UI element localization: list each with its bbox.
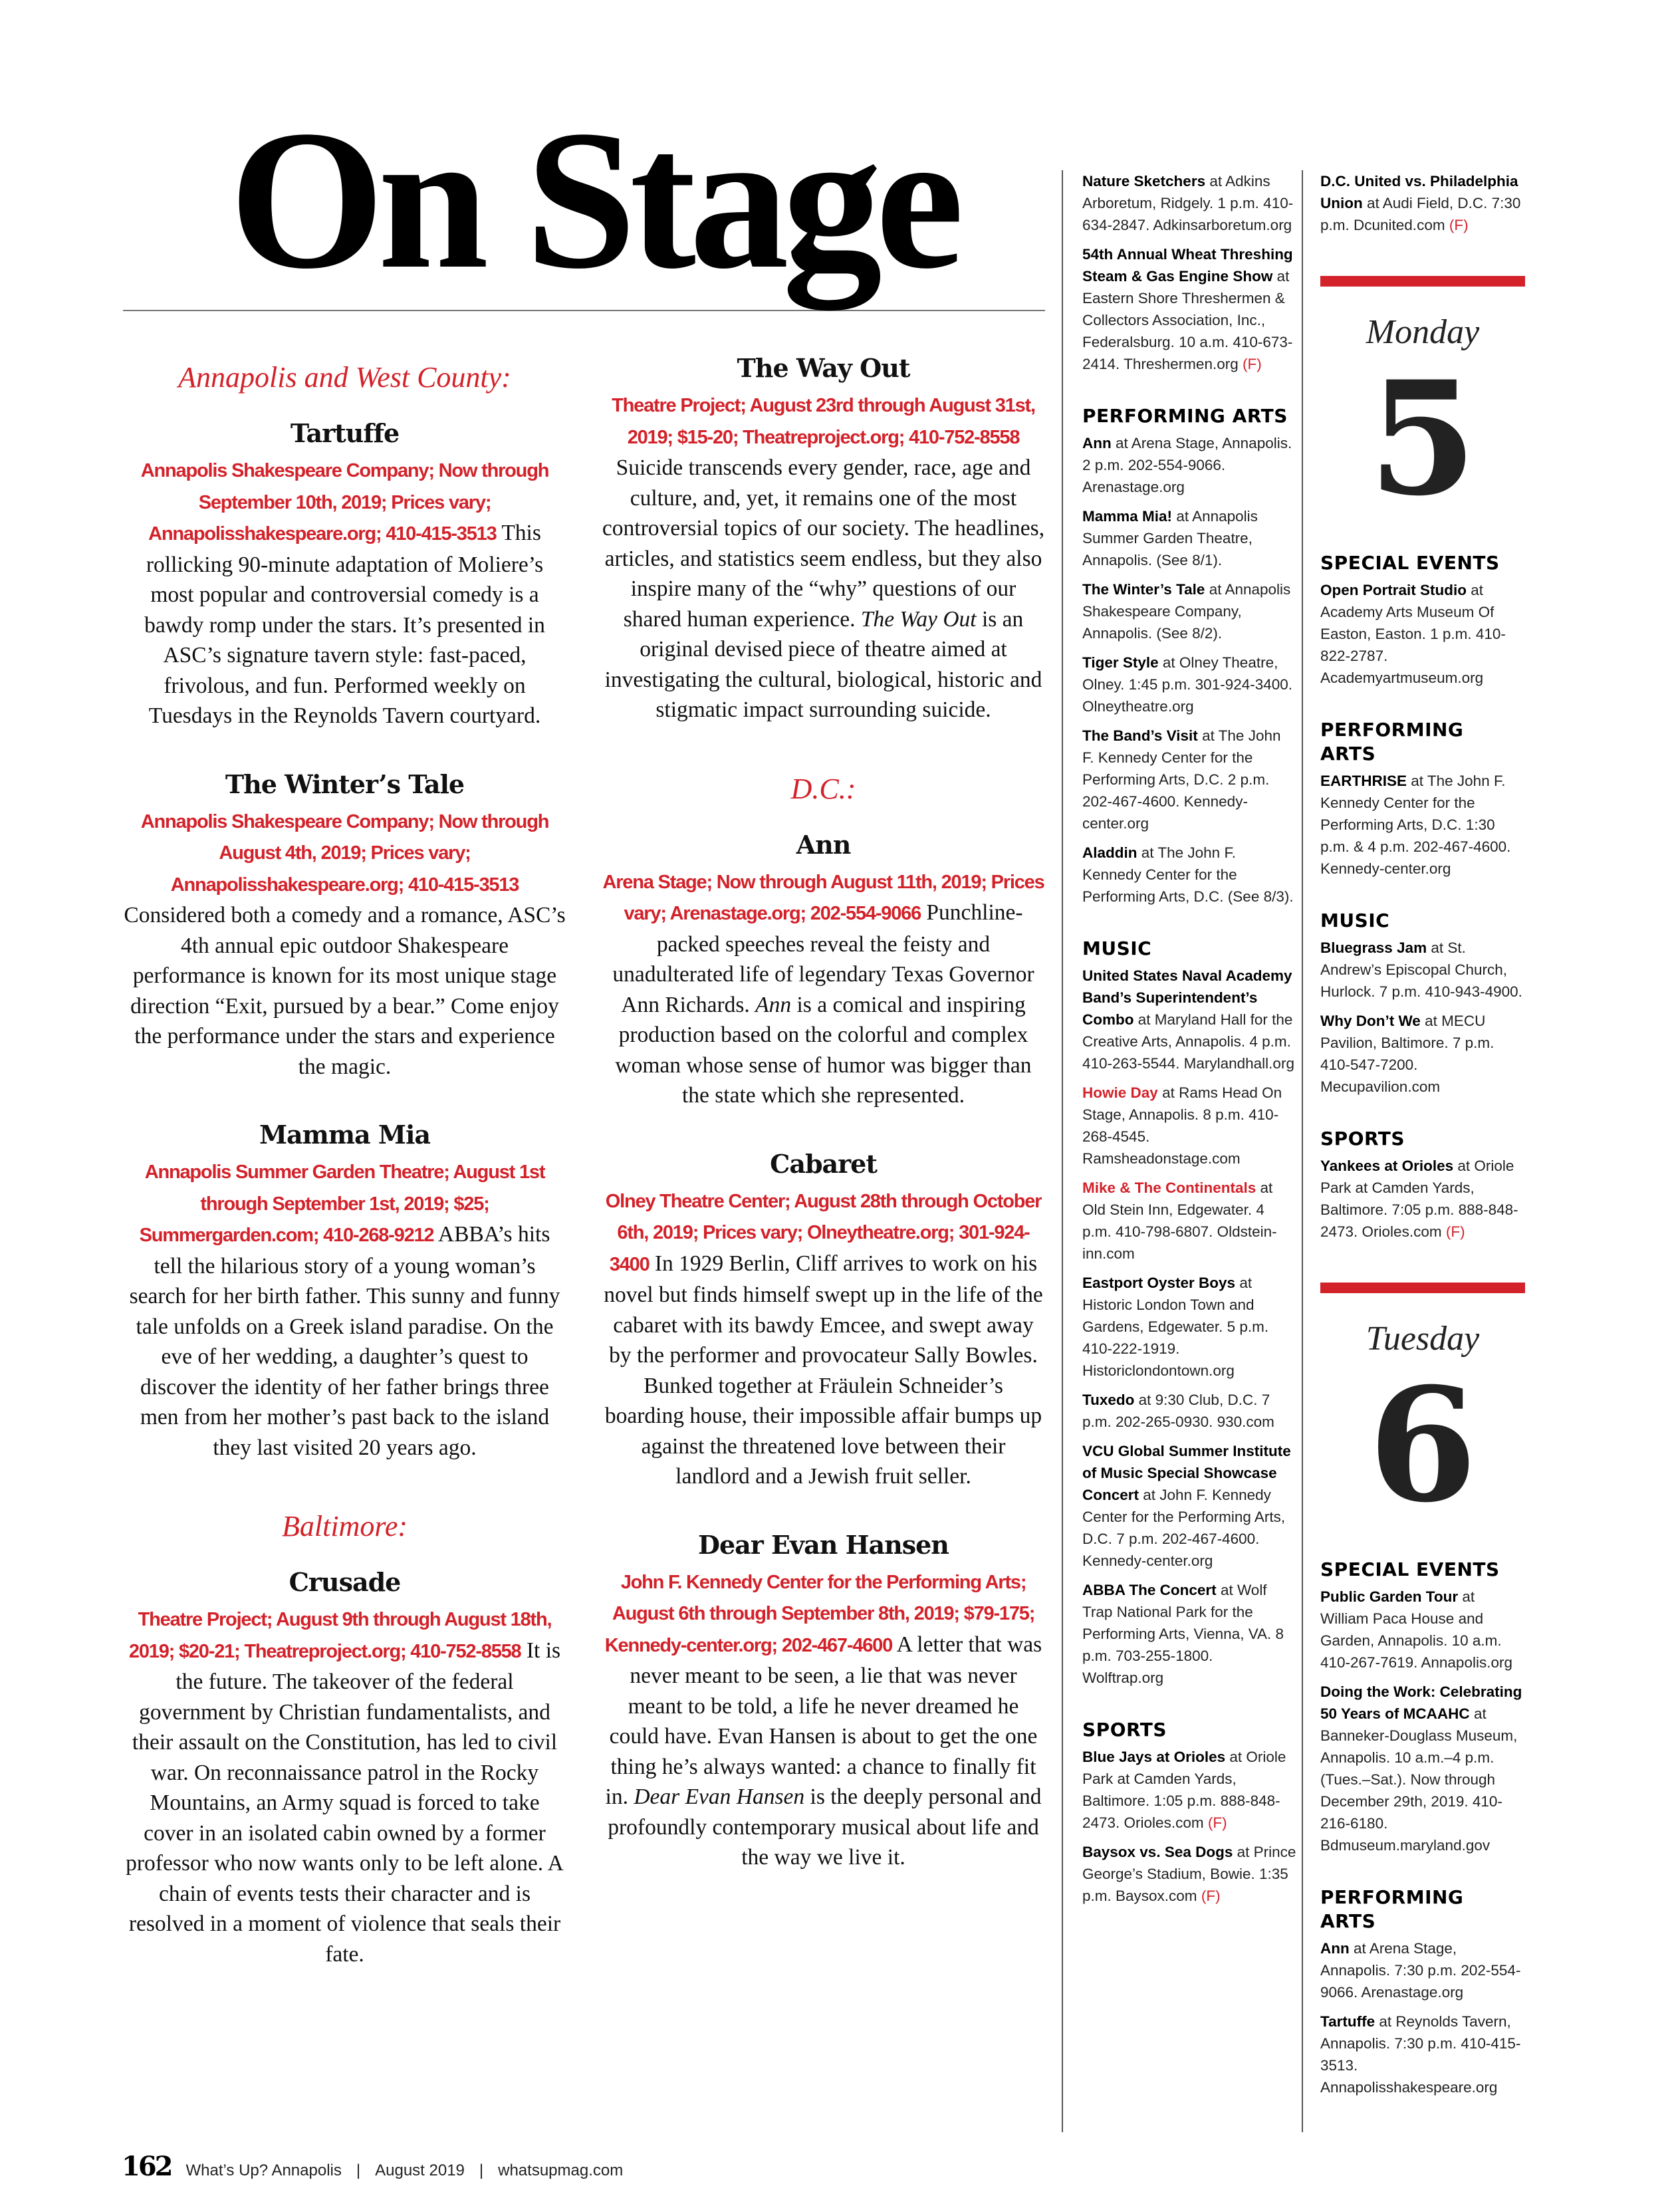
event-name: Tiger Style bbox=[1082, 654, 1159, 671]
listing-item bbox=[1082, 1389, 1296, 1433]
event-name: Ann bbox=[1082, 435, 1112, 451]
article bbox=[602, 352, 1045, 725]
article-details: Arena Stage; Now through August 11th, 2019; Prices vary; Arenastage.org; 202-554-9066 bbox=[602, 871, 1044, 924]
listing-item bbox=[1082, 505, 1296, 571]
article-body bbox=[602, 390, 1045, 725]
section-heading: MUSIC bbox=[1082, 937, 1152, 959]
body-text: A letter that was never meant to be seen, a lie that was never meant to be told, a life he never dreamed he could have. Evan Hansen is about to get the one thing he’s always wanted: a chance to finally fit in. bbox=[605, 1632, 1042, 1809]
article bbox=[602, 829, 1045, 1111]
event-name: Mike & The Continentals bbox=[1082, 1179, 1256, 1196]
event-details: at Oriole Park at Camden Yards, Baltimore. 1:05 p.m. 888-848-2473. Orioles.com bbox=[1082, 1749, 1286, 1831]
family-friendly-flag: (F) bbox=[1201, 1888, 1221, 1904]
body-text: In 1929 Berlin, Cliff arrives to work on his novel but finds himself swept up in the life of the cabaret with its bawdy Emcee, and swept away by the performer and provocateur Sally Bowles. Bunked together at Fräulein Schneider’s boarding house, their impossible affair bumps up against the threatened love between their landlord and a Jewish fruit seller. bbox=[604, 1251, 1043, 1489]
listings-column-1 bbox=[1062, 170, 1296, 2132]
event-details: at The John F. Kennedy Center for the Performing Arts, D.C. (See 8/3). bbox=[1082, 844, 1294, 905]
listing-item bbox=[1082, 243, 1296, 375]
section-heading: SPORTS bbox=[1082, 1719, 1167, 1741]
event-details: at 9:30 Club, D.C. 7 p.m. 202-265-0930. 930.com bbox=[1082, 1392, 1274, 1430]
listing-item bbox=[1082, 1579, 1296, 1689]
day-divider-bar bbox=[1320, 276, 1525, 287]
listing-item bbox=[1320, 937, 1525, 1003]
event-name: Ann bbox=[1320, 1940, 1350, 1957]
event-details: at Reynolds Tavern, Annapolis. 7:30 p.m. 410-415-3513. Annapolisshakespeare.org bbox=[1320, 2013, 1521, 2096]
event-name: Tuxedo bbox=[1082, 1392, 1135, 1408]
event-details: at The John F. Kennedy Center for the Performing Arts, D.C. 2 p.m. 202-467-4600. Kennedy-center.org bbox=[1082, 727, 1281, 832]
listing-item bbox=[1082, 652, 1296, 717]
section-heading: PERFORMING ARTS bbox=[1082, 405, 1288, 427]
article-title: Mamma Mia bbox=[259, 1120, 431, 1150]
day-header bbox=[1320, 1283, 1525, 1537]
body-text: is a comical and inspiring production based on the colorful and complex woman whose sense of humor was bigger than the state which she represented. bbox=[615, 992, 1032, 1108]
event-name: Tartuffe bbox=[1320, 2013, 1375, 2030]
event-details: at Prince George’s Stadium, Bowie. 1:35 p.m. Baysox.com bbox=[1082, 1844, 1296, 1904]
article-title: Crusade bbox=[289, 1567, 401, 1597]
event-details: at Historic London Town and Gardens, Edgewater. 5 p.m. 410-222-1919. Historiclondontown.org bbox=[1082, 1275, 1269, 1379]
event-name: Doing the Work: Celebrating 50 Years of MCAAHC bbox=[1320, 1683, 1522, 1722]
event-name: VCU Global Summer Institute of Music Special Showcase Concert bbox=[1082, 1443, 1291, 1503]
region-heading: D.C.: bbox=[790, 772, 856, 805]
event-name: Mamma Mia! bbox=[1082, 508, 1173, 525]
listing-item bbox=[1082, 1272, 1296, 1382]
event-name: Why Don’t We bbox=[1320, 1013, 1421, 1029]
family-friendly-flag: (F) bbox=[1207, 1814, 1227, 1831]
event-name: Open Portrait Studio bbox=[1320, 582, 1467, 598]
event-details: at The John F. Kennedy Center for the Performing Arts, D.C. 1:30 p.m. & 4 p.m. 202-467-4600. Kennedy-center.org bbox=[1320, 773, 1511, 877]
article bbox=[123, 418, 566, 731]
event-details: at Wolf Trap National Park for the Performing Arts, Vienna, VA. 8 p.m. 703-255-1800. Wolftrap.org bbox=[1082, 1582, 1284, 1686]
event-details: at Maryland Hall for the Creative Arts, Annapolis. 4 p.m. 410-263-5544. Marylandhall.org bbox=[1082, 1011, 1294, 1072]
event-name: D.C. United vs. Philadelphia Union bbox=[1320, 173, 1518, 211]
listing-item bbox=[1082, 1841, 1296, 1907]
section-heading: SPECIAL EVENTS bbox=[1320, 1558, 1500, 1580]
articles-column-1 bbox=[123, 352, 566, 2007]
website-link[interactable]: whatsupmag.com bbox=[498, 2161, 624, 2179]
article-title: The Way Out bbox=[737, 353, 910, 383]
articles-column-2 bbox=[602, 352, 1045, 1910]
footer-separator: | bbox=[479, 2161, 484, 2179]
listing-item bbox=[1082, 842, 1296, 908]
event-name: Bluegrass Jam bbox=[1320, 939, 1427, 956]
section-heading: SPECIAL EVENTS bbox=[1320, 552, 1500, 574]
article-title: Tartuffe bbox=[290, 418, 400, 448]
work-title: The Way Out bbox=[860, 606, 977, 632]
article bbox=[123, 1119, 566, 1463]
event-name: EARTHRISE bbox=[1320, 773, 1407, 789]
listing-item bbox=[1320, 579, 1525, 689]
body-text: This rollicking 90-minute adaptation of Moliere’s most popular and controversial comedy is a bawdy romp under the stars. It’s presented in ASC’s signature tavern style: fast-paced, frivolous, and fun. Performed weekly on Tuesdays in the Reynolds Tavern courtyard. bbox=[144, 521, 545, 728]
event-details: at Olney Theatre, Olney. 1:45 p.m. 301-924-3400. Olneytheatre.org bbox=[1082, 654, 1293, 715]
page-title: On Stage bbox=[229, 89, 958, 310]
article-details: Annapolis Shakespeare Company; Now through September 10th, 2019; Prices vary; Annapolisshakespeare.org; 410-415-3513 bbox=[140, 460, 549, 545]
family-friendly-flag: (F) bbox=[1449, 217, 1469, 233]
section-heading: PERFORMING ARTS bbox=[1320, 1886, 1464, 1932]
article bbox=[602, 1148, 1045, 1492]
listing-item bbox=[1320, 170, 1525, 236]
article-body bbox=[602, 1185, 1045, 1492]
event-name: Yankees at Orioles bbox=[1320, 1158, 1454, 1174]
feature-area bbox=[123, 89, 1045, 2132]
event-name: 54th Annual Wheat Threshing Steam & Gas Engine Show bbox=[1082, 246, 1293, 285]
event-details: at Oriole Park at Camden Yards, Baltimore. 7:05 p.m. 888-848-2473. Orioles.com bbox=[1320, 1158, 1518, 1240]
event-name: Aladdin bbox=[1082, 844, 1137, 861]
article bbox=[123, 1566, 566, 1969]
region-heading: Annapolis and West County: bbox=[178, 361, 511, 394]
listing-item bbox=[1082, 965, 1296, 1074]
listing-item bbox=[1320, 1681, 1525, 1856]
event-name: Blue Jays at Orioles bbox=[1082, 1749, 1226, 1765]
event-name: United States Naval Academy Band’s Superintendent’s Combo bbox=[1082, 967, 1292, 1028]
listing-item bbox=[1082, 1177, 1296, 1265]
article-body bbox=[602, 866, 1045, 1111]
event-name: Eastport Oyster Boys bbox=[1082, 1275, 1236, 1291]
listings-column-2 bbox=[1302, 170, 1525, 2132]
listing-item bbox=[1320, 2011, 1525, 2098]
event-name: Howie Day bbox=[1082, 1084, 1158, 1101]
article-body bbox=[602, 1566, 1045, 1873]
footer-separator: | bbox=[356, 2161, 361, 2179]
day-name: Monday bbox=[1366, 313, 1480, 351]
article-title: The Winter’s Tale bbox=[225, 769, 465, 799]
event-name: The Band’s Visit bbox=[1082, 727, 1198, 744]
family-friendly-flag: (F) bbox=[1243, 356, 1262, 372]
listing-item bbox=[1320, 1010, 1525, 1098]
article-body bbox=[123, 1156, 566, 1463]
event-name: ABBA The Concert bbox=[1082, 1582, 1217, 1598]
body-text: ABBA’s hits tell the hilarious story of a young woman’s search for her birth father. This sunny and funny tale unfolds on a Greek island paradise. On the eve of her wedding, a daughter’s quest to discover the identity of her father brings three men from her mother’s past back to the island they last visited 20 years ago. bbox=[129, 1222, 560, 1460]
work-title: Ann bbox=[755, 992, 792, 1017]
body-text: Suicide transcends every gender, race, age and culture, and, yet, it remains one of the most controversial topics of our society. The headlines, articles, and statistics seem endless, but they also inspire many of the “why” questions of our shared human experience. bbox=[602, 455, 1045, 632]
event-details: at St. Andrew’s Episcopal Church, Hurlock. 7 p.m. 410-943-4900. bbox=[1320, 939, 1522, 1000]
day-header bbox=[1320, 276, 1525, 531]
event-name: The Winter’s Tale bbox=[1082, 581, 1205, 598]
listing-item bbox=[1082, 1082, 1296, 1169]
article-body bbox=[123, 806, 566, 1082]
article-title: Dear Evan Hansen bbox=[698, 1529, 949, 1560]
listing-item bbox=[1082, 170, 1296, 236]
listing-item bbox=[1082, 725, 1296, 834]
article-details: Annapolis Summer Garden Theatre; August 1st through September 1st, 2019; $25; Summergarden.com; 410-268-9212 bbox=[139, 1162, 545, 1246]
event-details: at Audi Field, D.C. 7:30 p.m. Dcunited.com bbox=[1320, 195, 1521, 233]
body-text: Considered both a comedy and a romance, ASC’s 4th annual epic outdoor Shakespeare performance is known for its most unique stage direction “Exit, pursued by a bear.” Come enjoy the performance under the stars and experience the magic. bbox=[124, 903, 566, 1079]
event-details: at Arena Stage, Annapolis. 2 p.m. 202-554-9066. Arenastage.org bbox=[1082, 435, 1292, 495]
section-heading: SPORTS bbox=[1320, 1128, 1405, 1150]
body-text: It is the future. The takeover of the federal government by Christian fundamentalists, and their assault on the Constitution, has led to civil war. On reconnaissance patrol in the Rocky Mountains, an Army squad is forced to take cover in an isolated cabin owned by a former professor who now wants only to be left alone. A chain of events tests their character and is resolved in a moment of violence that seals their fate. bbox=[126, 1638, 564, 1967]
event-details: at William Paca House and Garden, Annapolis. 10 a.m. 410-267-7619. Annapolis.org bbox=[1320, 1588, 1512, 1671]
issue-date: August 2019 bbox=[375, 2161, 465, 2179]
family-friendly-flag: (F) bbox=[1445, 1223, 1465, 1240]
article-details: John F. Kennedy Center for the Performing Arts; August 6th through September 8th, 2019; $79-175; Kennedy-center.org; 202-467-4600 bbox=[604, 1571, 1035, 1656]
article-title: Ann bbox=[796, 829, 851, 860]
publication-name: What’s Up? Annapolis bbox=[185, 2161, 342, 2179]
article-details: Annapolis Shakespeare Company; Now through August 4th, 2019; Prices vary; Annapolisshakespeare.org; 410-415-3513 bbox=[140, 810, 549, 896]
work-title: Dear Evan Hansen bbox=[634, 1784, 805, 1809]
event-details: at Annapolis Summer Garden Theatre, Annapolis. (See 8/1). bbox=[1082, 508, 1258, 568]
event-details: at Arena Stage, Annapolis. 7:30 p.m. 202-554-9066. Arenastage.org bbox=[1320, 1940, 1521, 2001]
event-details: at Adkins Arboretum, Ridgely. 1 p.m. 410-634-2847. Adkinsarboretum.org bbox=[1082, 173, 1294, 233]
event-details: at Academy Arts Museum Of Easton, Easton. 1 p.m. 410-822-2787. Academyartmuseum.org bbox=[1320, 582, 1506, 686]
listing-item bbox=[1320, 1937, 1525, 2003]
event-details: at Old Stein Inn, Edgewater. 4 p.m. 410-798-6807. Oldstein-inn.com bbox=[1082, 1179, 1277, 1262]
event-name: Public Garden Tour bbox=[1320, 1588, 1459, 1605]
title-divider bbox=[123, 310, 1045, 311]
day-name: Tuesday bbox=[1366, 1320, 1480, 1358]
page-number: 162 bbox=[122, 2151, 172, 2182]
listing-item bbox=[1320, 1155, 1525, 1243]
listing-item bbox=[1082, 1746, 1296, 1834]
listing-item bbox=[1082, 432, 1296, 498]
event-details: at Annapolis Shakespeare Company, Annapolis. (See 8/2). bbox=[1082, 581, 1291, 642]
article bbox=[123, 769, 566, 1082]
region-heading: Baltimore: bbox=[282, 1510, 408, 1542]
article-details: Theatre Project; August 23rd through August 31st, 2019; $15-20; Theatreproject.org; 410-752-8558 bbox=[612, 395, 1035, 448]
listing-item bbox=[1320, 770, 1525, 880]
article-body bbox=[123, 455, 566, 731]
listing-item bbox=[1082, 578, 1296, 644]
event-details: at Rams Head On Stage, Annapolis. 8 p.m. 410-268-4545. Ramsheadonstage.com bbox=[1082, 1084, 1282, 1167]
day-number: 6 bbox=[1368, 1354, 1477, 1537]
article-body bbox=[123, 1604, 566, 1969]
articles-area bbox=[123, 352, 1045, 2007]
article-details: Theatre Project; August 9th through August 18th, 2019; $20-21; Theatreproject.org; 410-752-8558 bbox=[128, 1609, 552, 1662]
body-text: Punchline-packed speeches reveal the feisty and unadulterated life of legendary Texas Governor Ann Richards. bbox=[612, 900, 1034, 1017]
day-number: 5 bbox=[1368, 347, 1477, 531]
event-details: at MECU Pavilion, Baltimore. 7 p.m. 410-547-7200. Mecupavilion.com bbox=[1320, 1013, 1494, 1095]
event-details: at Eastern Shore Threshermen & Collectors Association, Inc., Federalsburg. 10 a.m. 410-673-2414. Threshermen.org bbox=[1082, 268, 1293, 372]
listing-item bbox=[1320, 1586, 1525, 1673]
event-name: Nature Sketchers bbox=[1082, 173, 1206, 189]
event-name: Baysox vs. Sea Dogs bbox=[1082, 1844, 1233, 1860]
body-text: is an original devised piece of theatre aimed at investigating the cultural, biological, historic and stigmatic impact surrounding suicide. bbox=[604, 606, 1042, 722]
day-divider-bar bbox=[1320, 1283, 1525, 1293]
event-details: at John F. Kennedy Center for the Performing Arts, D.C. 7 p.m. 202-467-4600. Kennedy-center.org bbox=[1082, 1487, 1286, 1569]
listing-item bbox=[1082, 1440, 1296, 1572]
article-details: Olney Theatre Center; August 28th through October 6th, 2019; Prices vary; Olneytheatre.org; 301-924-3400 bbox=[605, 1190, 1042, 1275]
section-heading: MUSIC bbox=[1320, 910, 1390, 931]
article-title: Cabaret bbox=[770, 1148, 877, 1179]
body-text: is the deeply personal and profoundly contemporary musical about life and the way we live it. bbox=[608, 1784, 1042, 1870]
section-heading: PERFORMING ARTS bbox=[1320, 719, 1464, 765]
event-details: at Banneker-Douglass Museum, Annapolis. 10 a.m.–4 p.m. (Tues.–Sat.). Now through December 29th, 2019. 410-216-6180. Bdmuseum.maryland.gov bbox=[1320, 1705, 1518, 1854]
page-footer bbox=[122, 2152, 1670, 2185]
article bbox=[602, 1529, 1045, 1873]
